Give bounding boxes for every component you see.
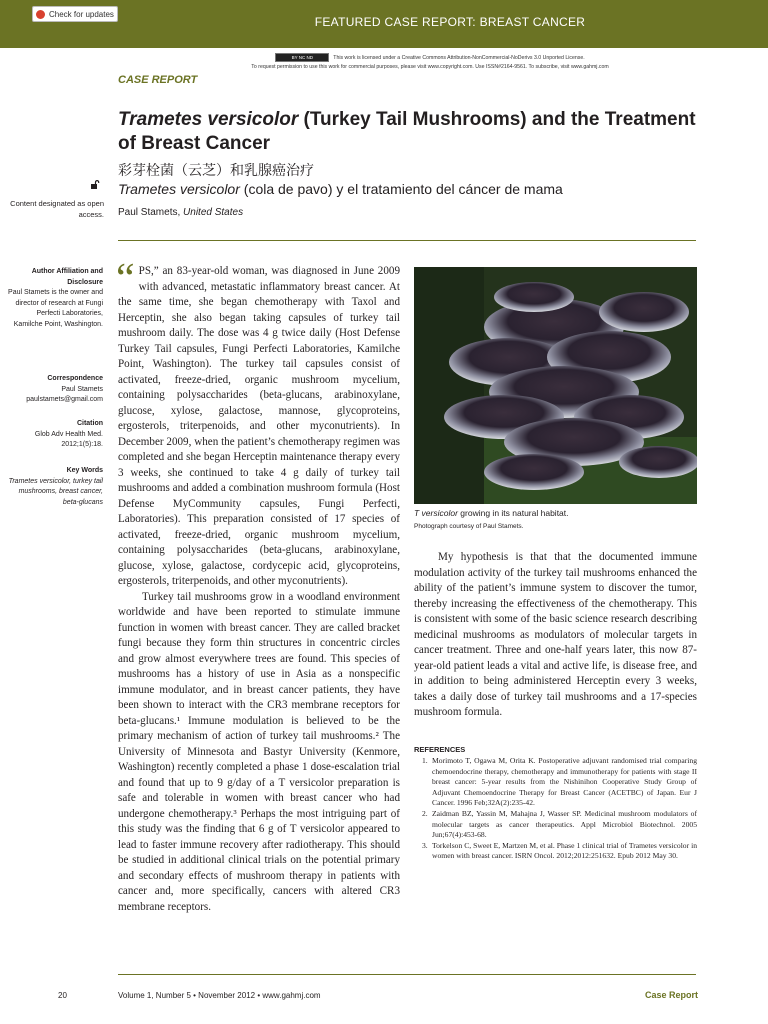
- author-name: Paul Stamets,: [118, 207, 184, 218]
- title-rest: (Turkey Tail Mushrooms) and the Treatment of Breast Cancer: [118, 109, 696, 154]
- reference-item: [422, 756, 697, 809]
- keywords-heading: Key Words: [66, 467, 103, 474]
- citation-heading: Citation: [76, 420, 103, 427]
- cc-license-icon[interactable]: BY NC ND: [275, 53, 329, 62]
- footer-rule: [118, 974, 696, 975]
- article-type-label: CASE REPORT: [118, 74, 198, 86]
- correspondence-email[interactable]: paulstamets@gmail.com: [26, 396, 103, 403]
- open-lock-icon: [90, 180, 100, 189]
- reference-item: [422, 809, 697, 841]
- reference-text: Torkelson C, Sweet E, Martzen M, et al. Phase 1 clinical trial of Trametes versicolor in women with breast cancer. ISRN Oncol. 2012;2012:251632. Epub 2012 May 30.: [432, 840, 697, 861]
- body-left-column: [116, 256, 400, 915]
- check-for-updates-label: Check for updates: [49, 9, 114, 19]
- page-number: 20: [58, 991, 67, 1000]
- keywords-text: Trametes versicolor, turkey tail mushrooms, breast cancer, beta-glucans: [8, 477, 103, 506]
- citation-text: Glob Adv Health Med. 2012;1(5):18.: [34, 430, 103, 448]
- correspondence-name: Paul Stamets: [61, 385, 103, 393]
- paragraph-2: Turkey tail mushrooms grow in a woodland environment worldwide and have been reported to stimulate immune function in women with breast cancer. They are called bracket fungi because they form thin structures in concentric circles and grow almost everywhere trees are found. This species of mushrooms has a history of use in Asia as a nonspecific immune modulator, and in breast cancer patients, they have been shown to interact with the CR3 membrane receptors for beta-glucans.¹ Immune modulation is believed to be the primary mechanism of action of turkey tail mushrooms.² The University of Minnesota and Bastyr University (Kenmore, Washington) recently completed a phase 1 dose-escalation trial and found that up to 9 g/day of a T versicolor preparation is safe and tolerable in women with breast cancer who had undergone chemotherapy.³ Perhaps the most intriguing part of this study was the finding that 6 g of T versicolor appeared to lead to faster immune recovery after radiotherapy. This should be studied in additional clinical trials on the potential primary and secondary effects of mushroom therapy in patients with cancer and, more specifically, cancers with altered CR3 membrane receptors.: [118, 590, 400, 913]
- banner-title: FEATURED CASE REPORT: BREAST CANCER: [314, 15, 586, 29]
- turkey-tail-photo: [414, 267, 697, 504]
- license-notice: [120, 53, 740, 72]
- section-label: Case Report: [644, 990, 698, 1000]
- update-badge-icon: [36, 10, 45, 19]
- reference-number: 2.: [422, 808, 428, 818]
- reference-item: [422, 841, 697, 862]
- reference-number: 1.: [422, 756, 428, 765]
- caption-species: T versicolor: [414, 508, 458, 518]
- spanish-title: [118, 181, 563, 197]
- photo-credit: Photograph courtesy of Paul Stamets.: [414, 523, 524, 530]
- citation: [8, 419, 103, 451]
- chinese-title: 彩芽栓菌（云芝）和乳腺癌治疗: [118, 163, 314, 179]
- paragraph-3: My hypothesis is that that the documented immune modulation activity of the turkey tail mushrooms enhanced the ability of the patient’s immune system to discover the tumor, thereby increasing the effectiveness of the chemotherapy. This is consistent with some of the basic science research describing medicinal mushrooms as modulators of molecular targets in cancer treatment. Three and one-half years later, this now 87-year-old patient leads a vital and active life, is disease free, and in addition to being administered Herceptin every 3 weeks, takes a daily dose of turkey tail mushrooms and a 17-species mushroom formula.: [414, 551, 697, 718]
- author-location: United States: [183, 207, 244, 218]
- affiliation-text: Paul Stamets is the owner and director of research at Fungi Perfecti Laboratories, Kamilche Point, Washington.: [8, 289, 103, 328]
- open-access-note: Content designated as open access.: [10, 199, 104, 219]
- spanish-title-italic: Trametes versicolor: [118, 181, 240, 197]
- references-list: [422, 756, 697, 862]
- header-banner: [0, 0, 768, 48]
- opening-quote-mark: “: [116, 256, 135, 302]
- correspondence-heading: Correspondence: [47, 375, 103, 382]
- caption-text: growing in its natural habitat.: [457, 508, 569, 518]
- article-title: [118, 108, 698, 156]
- reference-text: Morimoto T, Ogawa M, Orita K. Postoperative adjuvant randomised trial comparing chemoendocrine therapy, chemotherapy and immunotherapy for patients with stage II breast cancer: 5-year results from the Nishinihon Cooperative Study Group of Adjuvant Chemoendocrine Therapy for Breast Cancer (ACETBC) of Japan. Eur J Cancer. 1996 Feb;32A(2):235-42.: [432, 756, 697, 808]
- spanish-title-rest: (cola de pavo) y el tratamiento del cáncer de mama: [239, 181, 563, 197]
- license-line-1: This work is licensed under a Creative Commons Attribution-NonCommercial-NoDerivs 3.0 Unported License.: [333, 54, 585, 61]
- author-affiliation: [8, 267, 103, 330]
- reference-number: 3.: [422, 840, 428, 850]
- key-words: [8, 466, 103, 508]
- license-line-2: To request permission to use this work for commercial purposes, please visit www.copyright.com. Use ISSN#2164-9561. To subscribe, visit www.gahmj.com: [251, 63, 609, 70]
- figure-caption: [414, 508, 569, 518]
- reference-text: Zaidman BZ, Yassin M, Mahajna J, Wasser SP. Medicinal mushroom modulators of molecular targets as cancer therapeutics. Appl Microbiol Biotechnol. 2005 Jun;67(4):453-68.: [432, 808, 697, 840]
- title-italic: Trametes versicolor: [118, 109, 299, 130]
- mushroom-image: [414, 267, 697, 504]
- check-for-updates-button[interactable]: [32, 6, 118, 22]
- author-line: [118, 207, 243, 218]
- correspondence: [8, 374, 103, 406]
- references-heading: REFERENCES: [414, 745, 466, 754]
- affiliation-heading: Author Affiliation and Disclosure: [31, 268, 103, 286]
- journal-issue-info: Volume 1, Number 5 • November 2012 • www.gahmj.com: [118, 991, 321, 1000]
- paragraph-1: PS,” an 83-year-old woman, was diagnosed in June 2009 with advanced, metastatic inflammatory breast cancer. At the same time, she began chemotherapy with Taxol and Herceptin, she also began taking capsules of turkey tail mushroom daily. The dose was 4 g twice daily (Host Defense Turkey Tail capsules, Fungi Perfecti Laboratories, Kamilche Point, Washington). The turkey tail capsules consist of activated, freeze-dried, organic mushroom mycelium, containing polysaccharides (beta-glucans, arabinoxylane, glucose, xylose, galactose, mannose, glycoproteins, ergosterols, triterpenoids, and other myconutrients). In December 2009, when the patient’s chemotherapy regimen was completed and she began Herceptin maintenance therapy every 3 weeks, she continued to take 4 g daily of turkey tail mushrooms and added a combination mushroom formula (Host Defense MyCommunity capsules, Fungi Perfecti, Laboratories). This preparation consisted of 17 species of activated, freeze-dried, organic mushroom mycelium, containing polysaccharides (beta-glucans, arabinoxylane, glucose, xylose, galactose, cordycepic acid, glycoproteins, ergosterols, triterpenoids, and other myconutrients).: [118, 265, 400, 587]
- header-rule: [118, 240, 696, 241]
